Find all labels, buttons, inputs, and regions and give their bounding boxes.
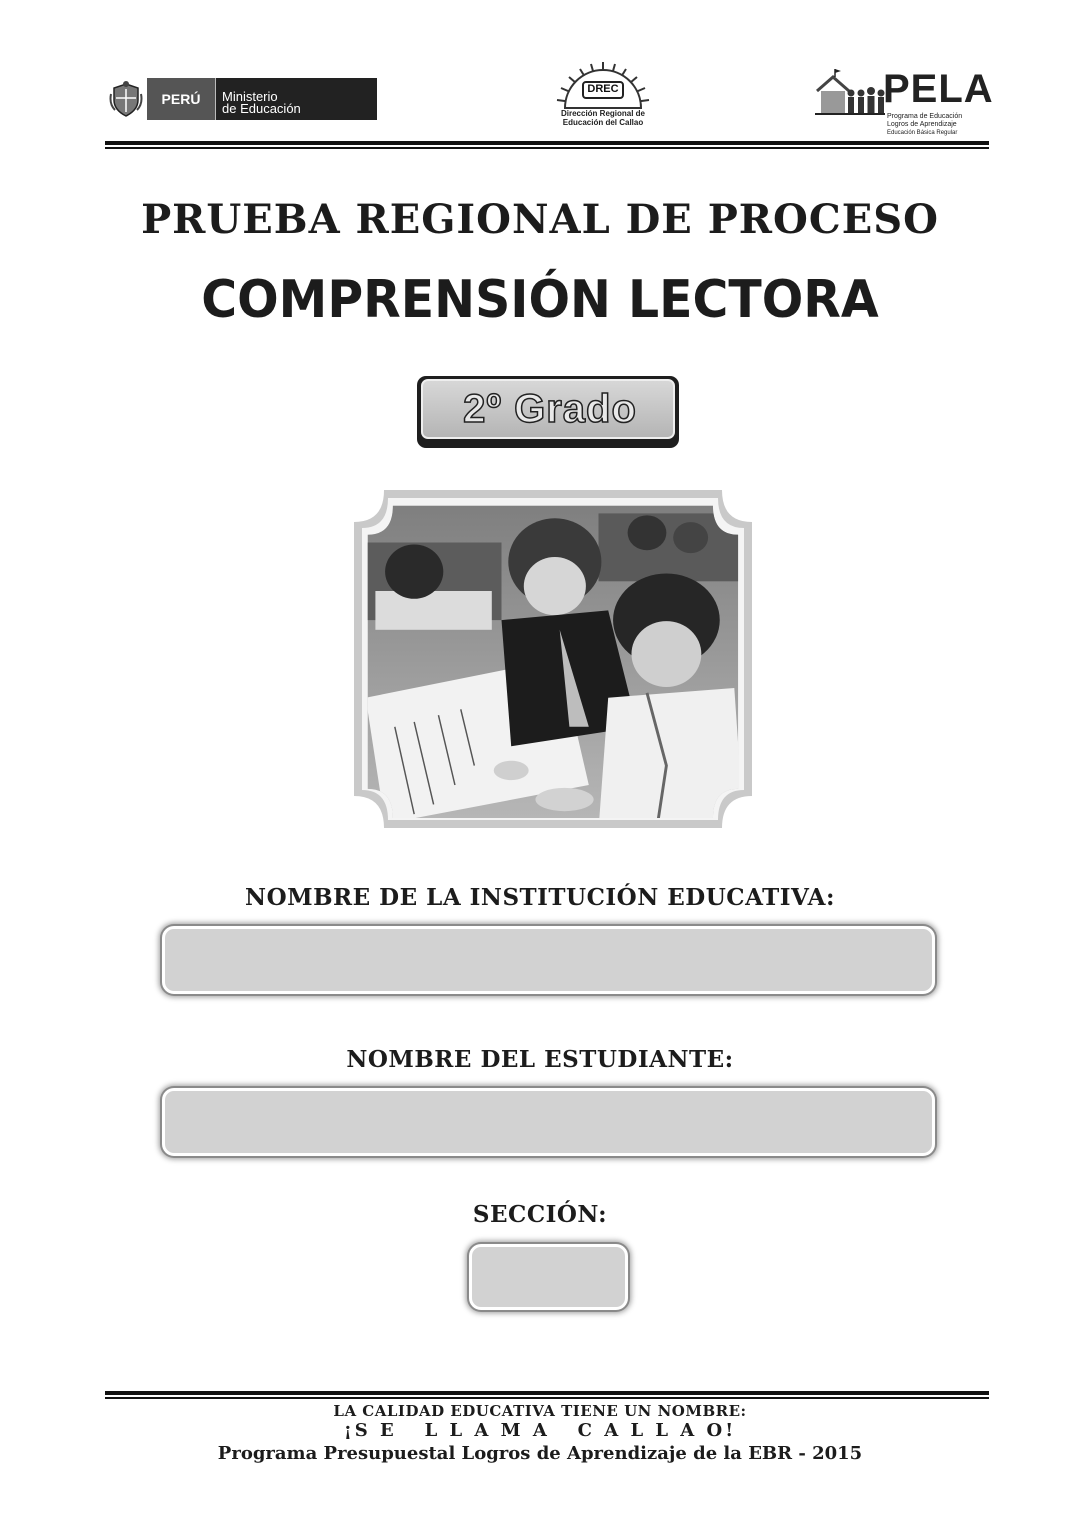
footer-divider [105,1391,989,1395]
ministry-label [215,78,377,120]
drec-line-2: Educación del Callao [562,118,644,127]
student-field[interactable] [162,1088,935,1156]
header-divider [105,141,989,145]
cover-photo [350,486,756,832]
pela-logo [813,65,994,143]
footer-callao: ¡S E L L A M A C A L L A O! [343,1420,737,1441]
header-divider-thin [105,147,989,149]
ministry-line-1: Ministerio [222,89,278,104]
pela-line-2: Logros de Aprendizaje [887,121,957,128]
drec-line-1: Dirección Regional de [560,109,646,118]
institution-field[interactable] [162,926,935,994]
page-title: PRUEBA REGIONAL DE PROCESO [141,196,939,243]
student-label: NOMBRE DEL ESTUDIANTE: [346,1046,734,1073]
grade-badge-inner [421,379,675,439]
drec-abbr: DREC [587,83,619,95]
coat-of-arms-icon [105,78,147,120]
drec-logo [543,62,663,142]
footer-program: Programa Presupuestal Logros de Aprendizaje de la EBR - 2015 [217,1443,863,1464]
ministry-logo [105,78,377,120]
school-children-icon [813,69,887,119]
grade-badge [417,376,679,448]
pela-line-3: Educación Básica Regular [887,130,958,136]
drec-name [543,109,663,127]
pela-wordmark: PELA [883,67,994,111]
footer-divider-thin [105,1397,989,1399]
grade-label: 2º Grado [463,387,637,431]
page-header [105,60,994,150]
ministry-line-2: de Educación [222,101,301,116]
section-field[interactable] [469,1244,628,1310]
page-subtitle: COMPRENSIÓN LECTORA [201,270,879,330]
pela-description [887,113,962,137]
section-label: SECCIÓN: [472,1201,608,1228]
pela-line-1: Programa de Educación [887,113,963,120]
institution-label: NOMBRE DE LA INSTITUCIÓN EDUCATIVA: [245,884,835,911]
country-label: PERÚ [147,78,215,120]
footer-slogan: LA CALIDAD EDUCATIVA TIENE UN NOMBRE: [333,1402,747,1420]
